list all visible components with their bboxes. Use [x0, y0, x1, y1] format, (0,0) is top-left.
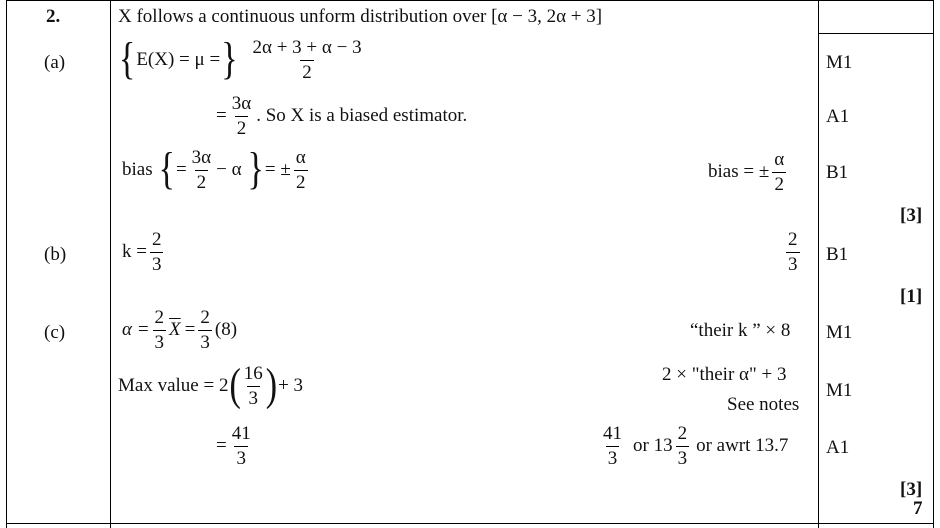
fraction-denominator: 2 — [774, 173, 784, 195]
fraction-denominator: 3 — [788, 253, 798, 275]
part-c-line3 — [216, 424, 256, 469]
fraction-two-thirds — [198, 308, 212, 353]
fraction-sixteen-thirds — [242, 364, 265, 409]
part-a-line3 — [122, 144, 311, 195]
or-awrt: or awrt 13.7 — [696, 435, 789, 457]
fraction-numerator: 3α — [231, 93, 252, 114]
equals-sign: = — [184, 319, 196, 341]
left-brace: { — [119, 34, 136, 85]
part-c-label: (c) — [44, 322, 66, 343]
fraction-alpha-half — [294, 148, 308, 193]
bottom-border — [6, 523, 934, 524]
fraction-denominator: 3 — [677, 447, 688, 469]
equals-sign: = — [216, 435, 227, 457]
part-c-note3 — [598, 424, 788, 469]
part-a-note-bias — [708, 150, 789, 195]
mark-a-b1: B1 — [826, 162, 849, 183]
question-grand-total: 7 — [913, 498, 923, 519]
left-paren: ( — [229, 360, 241, 411]
fraction-denominator: 2 — [196, 171, 207, 193]
k-equals: k = — [122, 241, 147, 263]
part-b-note — [783, 230, 803, 275]
column-divider-label — [110, 0, 111, 528]
note-text: bias = ± — [708, 161, 770, 183]
fraction-alpha-half — [772, 150, 786, 195]
mark-b-b1: B1 — [826, 244, 849, 265]
fraction-expectation — [251, 38, 364, 83]
part-a-line1 — [118, 34, 367, 85]
fraction-denominator: 3 — [607, 447, 618, 469]
expectation-expression: E(X) = μ = — [136, 49, 221, 71]
fraction-two-thirds — [150, 230, 164, 275]
alpha-equals: α = — [122, 319, 150, 341]
fraction-mixed-two-thirds — [676, 424, 690, 469]
fraction-numerator: 3α — [191, 147, 212, 168]
right-brace: } — [247, 144, 264, 195]
part-a-total: [3] — [900, 205, 923, 226]
part-c-note2a: 2 × "their α" + 3 — [662, 364, 787, 385]
part-b-line — [122, 230, 166, 275]
fraction-41-thirds — [601, 424, 624, 469]
fraction-two-thirds — [786, 230, 800, 275]
border-right — [933, 0, 934, 528]
fraction-numerator: 2 — [151, 229, 162, 250]
top-border — [6, 0, 934, 1]
part-c-note2b: See notes — [727, 394, 800, 415]
fraction-numerator: 41 — [603, 423, 622, 444]
fraction-numerator: 2 — [200, 307, 210, 328]
fraction-numerator: 41 — [231, 423, 251, 444]
mark-a-m1: M1 — [826, 52, 853, 73]
fraction-denominator: 2 — [302, 61, 312, 83]
part-a-line2 — [216, 94, 467, 139]
fraction-mean — [230, 94, 253, 139]
fraction-bias — [190, 148, 213, 193]
x-bar: $\overline{X}$ — [169, 319, 181, 341]
part-c-total: [3] — [900, 479, 923, 500]
max-value-text: Max value = 2 — [118, 375, 229, 397]
question-number: 2. — [46, 6, 61, 27]
fraction-denominator: 3 — [248, 387, 259, 409]
part-c-line1 — [122, 308, 237, 353]
or-thirteen: or 13 — [633, 435, 673, 457]
mark-c-m1-first: M1 — [826, 322, 853, 343]
border-left — [6, 0, 7, 528]
left-brace: { — [158, 144, 175, 195]
mark-c-a1: A1 — [826, 437, 850, 458]
fraction-numerator: 16 — [243, 363, 263, 384]
part-a-label: (a) — [44, 52, 66, 73]
value-eight: (8) — [214, 319, 238, 341]
part-c-line2 — [118, 360, 304, 411]
fraction-41-thirds — [230, 424, 253, 469]
equals-sign: = — [216, 105, 227, 127]
fraction-numerator: α — [295, 147, 306, 168]
part-c-note1: “their k ” × 8 — [690, 320, 791, 341]
fraction-denominator: 3 — [200, 331, 210, 353]
right-brace: } — [221, 34, 238, 85]
plus-three: + 3 — [278, 375, 304, 397]
fraction-two-thirds — [153, 308, 167, 353]
fraction-numerator: α — [774, 149, 785, 170]
mark-a-a1: A1 — [826, 106, 850, 127]
part-b-total: [1] — [900, 286, 923, 307]
right-paren: ) — [265, 360, 278, 411]
fraction-denominator: 2 — [296, 171, 306, 193]
fraction-numerator: 2 — [788, 229, 798, 250]
biased-estimator-text: . So X is a biased estimator. — [256, 105, 468, 127]
fraction-denominator: 3 — [154, 331, 165, 353]
fraction-denominator: 2 — [236, 117, 247, 139]
bias-label: bias — [122, 159, 153, 181]
header-divider-marks — [818, 33, 933, 34]
fraction-numerator: 2 — [154, 307, 165, 328]
fraction-numerator: 2α + 3 + α − 3 — [252, 37, 362, 58]
part-b-label: (b) — [44, 244, 67, 265]
question-intro: X follows a continuous unform distribution over [α − 3, 2α + 3] — [118, 6, 603, 27]
equals-sign: = — [175, 159, 187, 181]
fraction-denominator: 3 — [236, 447, 246, 469]
plus-minus: = ± — [264, 159, 291, 181]
fraction-denominator: 3 — [151, 253, 162, 275]
fraction-numerator: 2 — [677, 423, 688, 444]
column-divider-marks — [818, 0, 819, 528]
mark-c-m1-second: M1 — [826, 380, 853, 401]
minus-alpha: − α — [216, 159, 242, 181]
